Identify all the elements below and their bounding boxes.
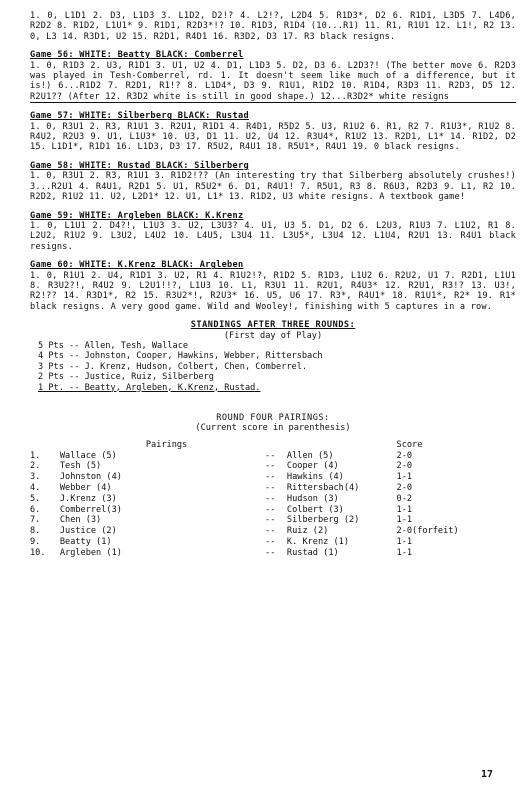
game-moves: 1. 0, R1U1 2. U4, R1D1 3. U2, R1 4. R1U2!?, R1D2 5. R1D3, L1U2 6. R2U2, U1 7. R2D1, L1U1 8. R3U2?!, R4U2 9. L2U1!!?, L1U3 10. L1, R3U1 11. R2U1, R4U3* 12. R2U1, R3!? 13. U3!, R2!?? 14. R3D1*, R2 15. R3U2*!, R2U3* 16. U5, U6 17. R3*, R4U1* 18. R1U1*, R2* 19. R1* black resigns. A very good game. Wild and Wooley!, finishing with 5 captures in a row. bbox=[30, 270, 516, 312]
standings-subtitle: (First day of Play) bbox=[223, 330, 323, 341]
black-player: Cooper (4) bbox=[286, 461, 339, 472]
game-header: Game 56: WHITE: Beatty BLACK: Comberrel bbox=[30, 50, 244, 61]
game-60 bbox=[30, 260, 516, 312]
white-player: Justice (2) bbox=[59, 526, 117, 537]
pairing-separator: -- bbox=[265, 483, 276, 493]
white-player: Tesh (5) bbox=[59, 461, 102, 472]
white-player: Comberrel(3) bbox=[59, 504, 122, 515]
pairing-number: 2. bbox=[30, 461, 41, 472]
document-page bbox=[30, 11, 516, 559]
round-four-pairings bbox=[30, 413, 516, 559]
game-moves: 1. 0, L1U1 2. D4?!, L1U3 3. U2, L3U3? 4. U1, U3 5. D1, D2 6. L2U3, R1U3 7. L1U2, R1 8. L2U2, R1U2 9. L3U2, L4U2 10. L4U5, L3U4 11. L3U5*, L3U4 12. L1U4, R2U1 13. R4U1 black resigns. bbox=[30, 220, 516, 252]
white-player: Webber (4) bbox=[59, 483, 112, 493]
standings-line: 5 Pts -- Allen, Tesh, Wallace bbox=[38, 340, 189, 351]
pairing-number: 9. bbox=[30, 536, 41, 547]
pairing-separator: -- bbox=[265, 515, 276, 526]
game-57 bbox=[30, 111, 516, 153]
pairing-score: 1-1 bbox=[396, 504, 413, 515]
game-header: Game 60: WHITE: K.Krenz BLACK: Argleben bbox=[30, 260, 244, 271]
pairing-separator: -- bbox=[265, 504, 276, 515]
standings-section bbox=[30, 320, 516, 393]
round-subtitle: (Current score in parenthesis) bbox=[195, 423, 351, 434]
game-58 bbox=[30, 161, 516, 203]
pairings-header-row bbox=[30, 440, 516, 451]
score-column-header: Score bbox=[396, 439, 423, 450]
game-moves: 1. 0, R3U1 2. R3, R1U1 3. R2U1, R1D1 4. R4D1, R5D2 5. U3, R1U2 6. R1, R2 7. R1U3*, R1U2 8. R4U2, R2U3 9. U1, L1U3* 10. U3, D1 11. U2, U4 12. R3U4*, R1U2 13. R2D1, L1* 14. R1D2, D2 15. L1D1*, R1D1 16. L1D3, D3 17. R5U2, R4U1 18. R5U1*, R4U1 19. 0 black resigns. bbox=[30, 121, 516, 153]
page-number: 17 bbox=[481, 769, 494, 780]
white-player: Beatty (1) bbox=[59, 536, 112, 547]
black-player: K. Krenz (1) bbox=[286, 536, 350, 547]
pairings-column-header: Pairings bbox=[145, 439, 188, 450]
black-player: Hawkins (4) bbox=[286, 472, 344, 483]
intro-game-moves: 1. 0, L1D1 2. D3, L1D3 3. L1D2, D2!? 4. L2!?, L2D4 5. R1D3*, D2 6. R1D1, L3D5 7. L4D6, R2D2 8. R1D2, L1U1* 9. R1D1, R2D3*!? 10. R1D3, R1D4 (10...R1) 11. R1, R1U1 12. L1!, R2 13. 0, L3 14. R3D1, U2 15. R2D1, R4D1 16. R3D2, D3 17. R3 black resigns. bbox=[30, 11, 516, 42]
pairing-score: 1-1 bbox=[396, 536, 413, 547]
standings-line: 2 Pts -- Justice, Ruiz, Silberberg bbox=[38, 372, 214, 383]
pairing-number: 10. bbox=[30, 547, 46, 558]
black-player: Colbert (3) bbox=[286, 504, 344, 515]
pairing-row bbox=[30, 515, 516, 526]
white-player: Wallace (5) bbox=[59, 450, 117, 461]
pairing-score: 2-0 bbox=[396, 461, 413, 472]
pairing-number: 6. bbox=[30, 504, 41, 515]
pairing-row bbox=[30, 537, 516, 548]
black-player: Silberberg (2) bbox=[286, 515, 360, 526]
black-player: Ruiz (2) bbox=[286, 526, 329, 537]
black-player: Rustad (1) bbox=[286, 547, 339, 558]
pairing-row bbox=[30, 472, 516, 483]
pairing-row bbox=[30, 451, 516, 462]
pairing-row bbox=[30, 505, 516, 516]
pairing-row bbox=[30, 526, 516, 537]
standings-line: 3 Pts -- J. Krenz, Hudson, Colbert, Chen, Comberrel. bbox=[38, 361, 308, 372]
pairing-score: 2-0 bbox=[396, 483, 413, 493]
pairing-separator: -- bbox=[265, 526, 276, 537]
game-moves: 1. 0, R3U1 2. R3, R1U1 3. R1D2!?? (An interesting try that Silberberg absolutely crushes!) 3...R2U1 4. R4U1, R2D1 5. U1, R5U2* 6. D1, R4U1! 7. R5U1, R3 8. R6U3, R2D3 9. L1, R2 10. R2D2, R1U2 11. U2, L2D1* 12. U1, L1* 13. R1D2, U3 white resigns. A textbook game! bbox=[30, 171, 516, 203]
white-player: Chen (3) bbox=[59, 515, 102, 526]
pairing-number: 1. bbox=[30, 450, 41, 461]
pairing-score: 2-0 bbox=[396, 450, 413, 461]
pairing-separator: -- bbox=[265, 461, 276, 472]
game-header: Game 59: WHITE: Argleben BLACK: K.Krenz bbox=[30, 210, 244, 221]
standings-title: STANDINGS AFTER THREE ROUNDS: bbox=[190, 320, 356, 331]
black-player: Hudson (3) bbox=[286, 493, 339, 504]
pairing-number: 3. bbox=[30, 472, 41, 483]
pairing-number: 8. bbox=[30, 526, 41, 537]
pairing-row bbox=[30, 483, 516, 494]
game-59 bbox=[30, 211, 516, 253]
game-header: Game 58: WHITE: Rustad BLACK: Silberberg bbox=[30, 160, 249, 171]
pairing-separator: -- bbox=[265, 547, 276, 558]
pairing-score: 1-1 bbox=[396, 515, 413, 526]
black-player: Rittersbach(4) bbox=[286, 483, 360, 493]
white-player: Johnston (4) bbox=[59, 472, 122, 483]
pairing-score: 1-1 bbox=[396, 547, 413, 558]
game-moves: 1. 0, R1D3 2. U3, R1D1 3. U1, U2 4. D1, L1D3 5. D2, D3 6. L2D3?! (The better move 6. R2D3 was played in Tesh-Comberrel, rd. 1. It doesn't seem like much of a difference, but it is!) 6...R1D2 7. R2D1, R1!? 8. L1D4*, D3 9. R1U1, R1D2 10. R1D4, R3D3 11. R2D3, D5 12. R2U1?? (After 12. R3D2 white is still in good shape.) 12...R3D2* white resigns bbox=[30, 60, 516, 102]
pairing-number: 7. bbox=[30, 515, 41, 526]
pairing-number: 4. bbox=[30, 483, 41, 493]
pairing-separator: -- bbox=[265, 536, 276, 547]
standings-line: 1 Pt. -- Beatty, Argleben, K.Krenz, Rustad. bbox=[38, 382, 261, 393]
white-player: J.Krenz (3) bbox=[59, 493, 117, 504]
standings-line: 4 Pts -- Johnston, Cooper, Hawkins, Webber, Rittersbach bbox=[38, 351, 323, 362]
pairing-separator: -- bbox=[265, 472, 276, 483]
pairing-row bbox=[30, 461, 516, 472]
pairing-separator: -- bbox=[265, 493, 276, 504]
round-title: ROUND FOUR PAIRINGS: bbox=[216, 413, 330, 423]
pairing-row bbox=[30, 494, 516, 505]
pairing-score: 2-0(forfeit) bbox=[396, 526, 459, 537]
pairing-score: 1-1 bbox=[396, 472, 413, 483]
pairings-table bbox=[30, 440, 516, 559]
pairing-row bbox=[30, 548, 516, 559]
game-header: Game 57: WHITE: Silberberg BLACK: Rustad bbox=[30, 111, 249, 122]
black-player: Allen (5) bbox=[286, 450, 334, 461]
pairing-number: 5. bbox=[30, 493, 41, 504]
game-56 bbox=[30, 50, 516, 103]
white-player: Argleben (1) bbox=[59, 547, 122, 558]
pairing-score: 0-2 bbox=[396, 493, 413, 504]
pairing-separator: -- bbox=[265, 450, 276, 461]
